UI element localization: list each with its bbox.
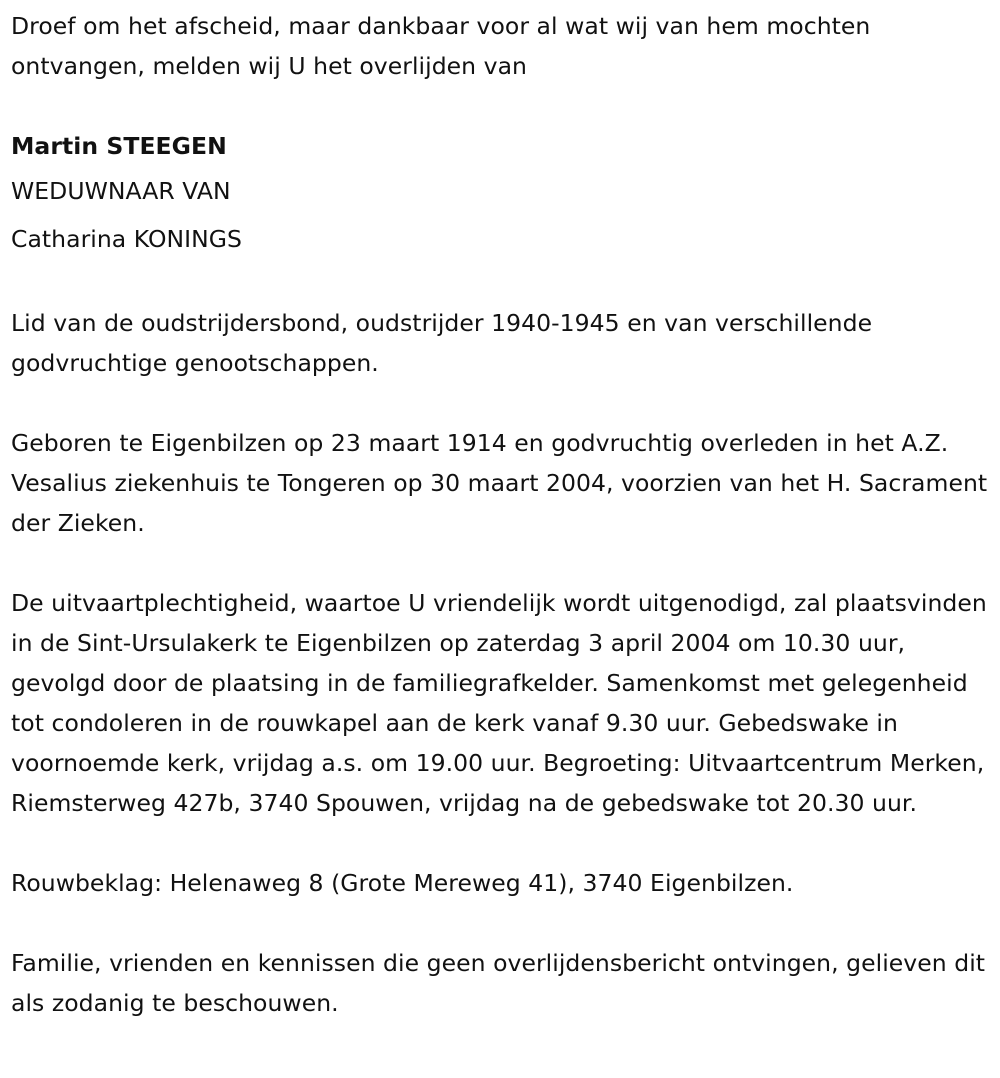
birth-death-paragraph: Geboren te Eigenbilzen op 23 maart 1914 en godvruchtig overleden in het A.Z. Vesalius ziekenhuis te Tongeren op 30 maart 2004, voorzien van het H. Sacrament der Zieken.	[11, 429, 988, 537]
relation-label: WEDUWNAAR VAN	[11, 177, 231, 205]
closing-paragraph: Familie, vrienden en kennissen die geen overlijdensbericht ontvingen, gelieven dit als zodanig te beschouwen.	[11, 949, 986, 1017]
membership-paragraph: Lid van de oudstrijdersbond, oudstrijder 1940-1945 en van verschillende godvruchtige genootschappen.	[11, 309, 873, 377]
obituary-notice	[11, 6, 993, 1023]
intro-paragraph: Droef om het afscheid, maar dankbaar voor al wat wij van hem mochten ontvangen, melden wij U het overlijden van	[11, 12, 871, 80]
funeral-paragraph: De uitvaartplechtigheid, waartoe U vriendelijk wordt uitgenodigd, zal plaatsvinden in de Sint-Ursulakerk te Eigenbilzen op zaterdag 3 april 2004 om 10.30 uur, gevolgd door de plaatsing in de familiegrafkelder. Samenkomst met gelegenheid tot condoleren in de rouwkapel aan de kerk vanaf 9.30 uur. Gebedswake in voornoemde kerk, vrijdag a.s. om 19.00 uur. Begroeting: Uitvaartcentrum Merken, Riemsterweg 427b, 3740 Spouwen, vrijdag na de gebedswake tot 20.30 uur.	[11, 589, 987, 817]
deceased-name: Martin STEEGEN	[11, 132, 227, 160]
condolence-address: Rouwbeklag: Helenaweg 8 (Grote Mereweg 41), 3740 Eigenbilzen.	[11, 869, 794, 897]
spouse-name: Catharina KONINGS	[11, 225, 242, 253]
